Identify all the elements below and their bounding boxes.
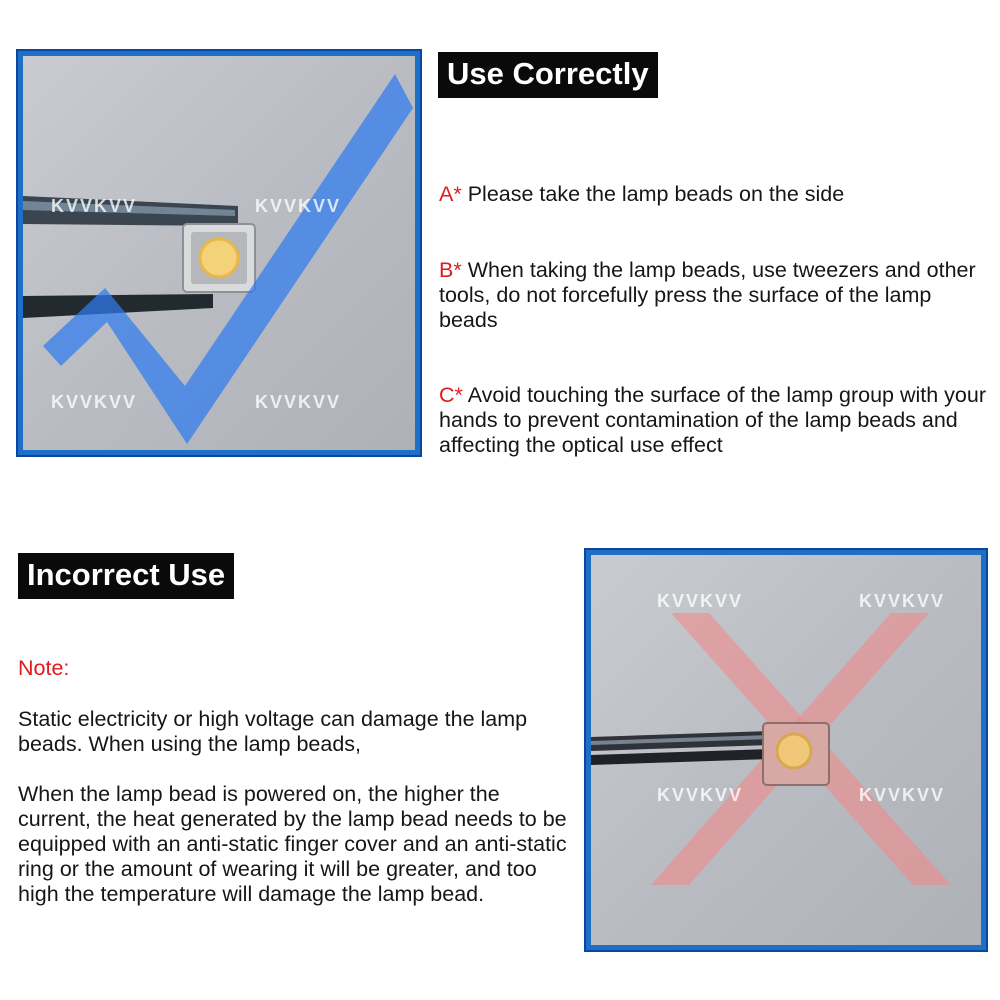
watermark: KVVKVV [51,196,138,216]
instruction-text: When taking the lamp beads, use tweezers and other tools, do not forcefully press the surface of the lamp beads [439,258,976,332]
watermark: KVVKVV [657,785,744,805]
watermark: KVVKVV [859,591,946,611]
instruction-text: Please take the lamp beads on the side [467,182,845,206]
tweezers-lower-arm [591,749,769,765]
watermark: KVVKVV [255,196,342,216]
instruction-letter: A* [439,182,462,206]
note-paragraph: Static electricity or high voltage can damage the lamp beads. When using the lamp beads, [18,707,528,756]
lamp-bead-emitter [200,239,238,277]
instruction-b [439,258,995,333]
watermark: KVVKVV [255,392,342,412]
instruction-letter: B* [439,258,462,282]
incorrect-use-heading: Incorrect Use [18,553,234,599]
incorrect-use-photo-frame [584,548,988,952]
use-correctly-heading: Use Correctly [438,52,658,98]
instruction-letter: C* [439,383,463,407]
watermark: KVVKVV [51,392,138,412]
correct-use-photo [23,56,415,450]
incorrect-use-illustration [591,555,981,945]
instruction-c [439,383,995,458]
watermark: KVVKVV [859,785,946,805]
note-label: Note: [18,656,70,680]
instruction-text: Avoid touching the surface of the lamp group with your hands to prevent contamination of the lamp beads and affecting the optical use effect [439,383,987,457]
note-paragraph: When the lamp bead is powered on, the higher the current, the heat generated by the lamp bead needs to be equipped with an anti-static finger cover and an anti-static ring or the amount of wearing it will be greater, and too high the temperature will damage the lamp bead. [18,782,567,906]
incorrect-use-photo [591,555,981,945]
watermark: KVVKVV [657,591,744,611]
lamp-bead-emitter [777,734,811,768]
correct-use-photo-frame [16,49,422,457]
correct-use-illustration [23,56,415,450]
instruction-a [439,182,995,207]
